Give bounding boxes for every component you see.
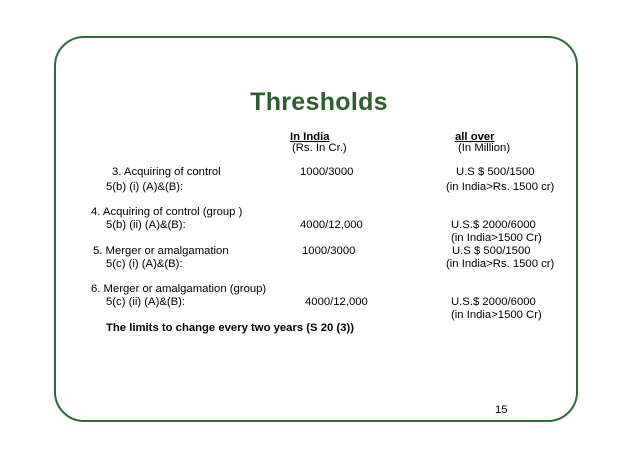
row-india-value: 4000/12,000	[305, 296, 368, 308]
row-label: 5(c) (ii) (A)&(B):	[106, 296, 186, 308]
row-world-value: U.S $ 500/1500	[452, 245, 531, 257]
row-label: 5(b) (ii) (A)&(B):	[106, 219, 186, 231]
row-label: 5. Merger or amalgamation	[93, 245, 229, 257]
row-india-value: 1000/3000	[302, 245, 356, 257]
row-label: 3. Acquiring of control	[112, 166, 221, 178]
row-label: 4. Acquiring of control (group )	[91, 206, 243, 218]
page-number: 15	[495, 404, 508, 416]
row-label: 5(b) (i) (A)&(B):	[106, 181, 184, 193]
row-india-value: 4000/12,000	[300, 219, 363, 231]
row-world-value: (in India>Rs. 1500 cr)	[446, 258, 555, 270]
row-india-value: 1000/3000	[300, 166, 354, 178]
row-world-value: U.S.$ 2000/6000	[451, 296, 536, 308]
slide-title: Thresholds	[250, 88, 388, 116]
row-world-value: (in India>1500 Cr)	[451, 232, 542, 244]
row-world-value: (in India>Rs. 1500 cr)	[446, 181, 555, 193]
row-world-value: U.S $ 500/1500	[456, 166, 535, 178]
row-label: 6. Merger or amalgamation (group)	[91, 283, 267, 295]
row-label: 5(c) (i) (A)&(B):	[106, 258, 183, 270]
row-world-value: (in India>1500 Cr)	[451, 309, 542, 321]
header-all-over-unit: (In Million)	[458, 142, 511, 154]
row-world-value: U.S.$ 2000/6000	[451, 219, 536, 231]
slide-note: The limits to change every two years (S 20 (3))	[106, 322, 354, 334]
header-all-over: all over	[455, 131, 495, 143]
header-in-india: In India	[290, 131, 330, 143]
header-in-india-unit: (Rs. In Cr.)	[292, 142, 347, 154]
